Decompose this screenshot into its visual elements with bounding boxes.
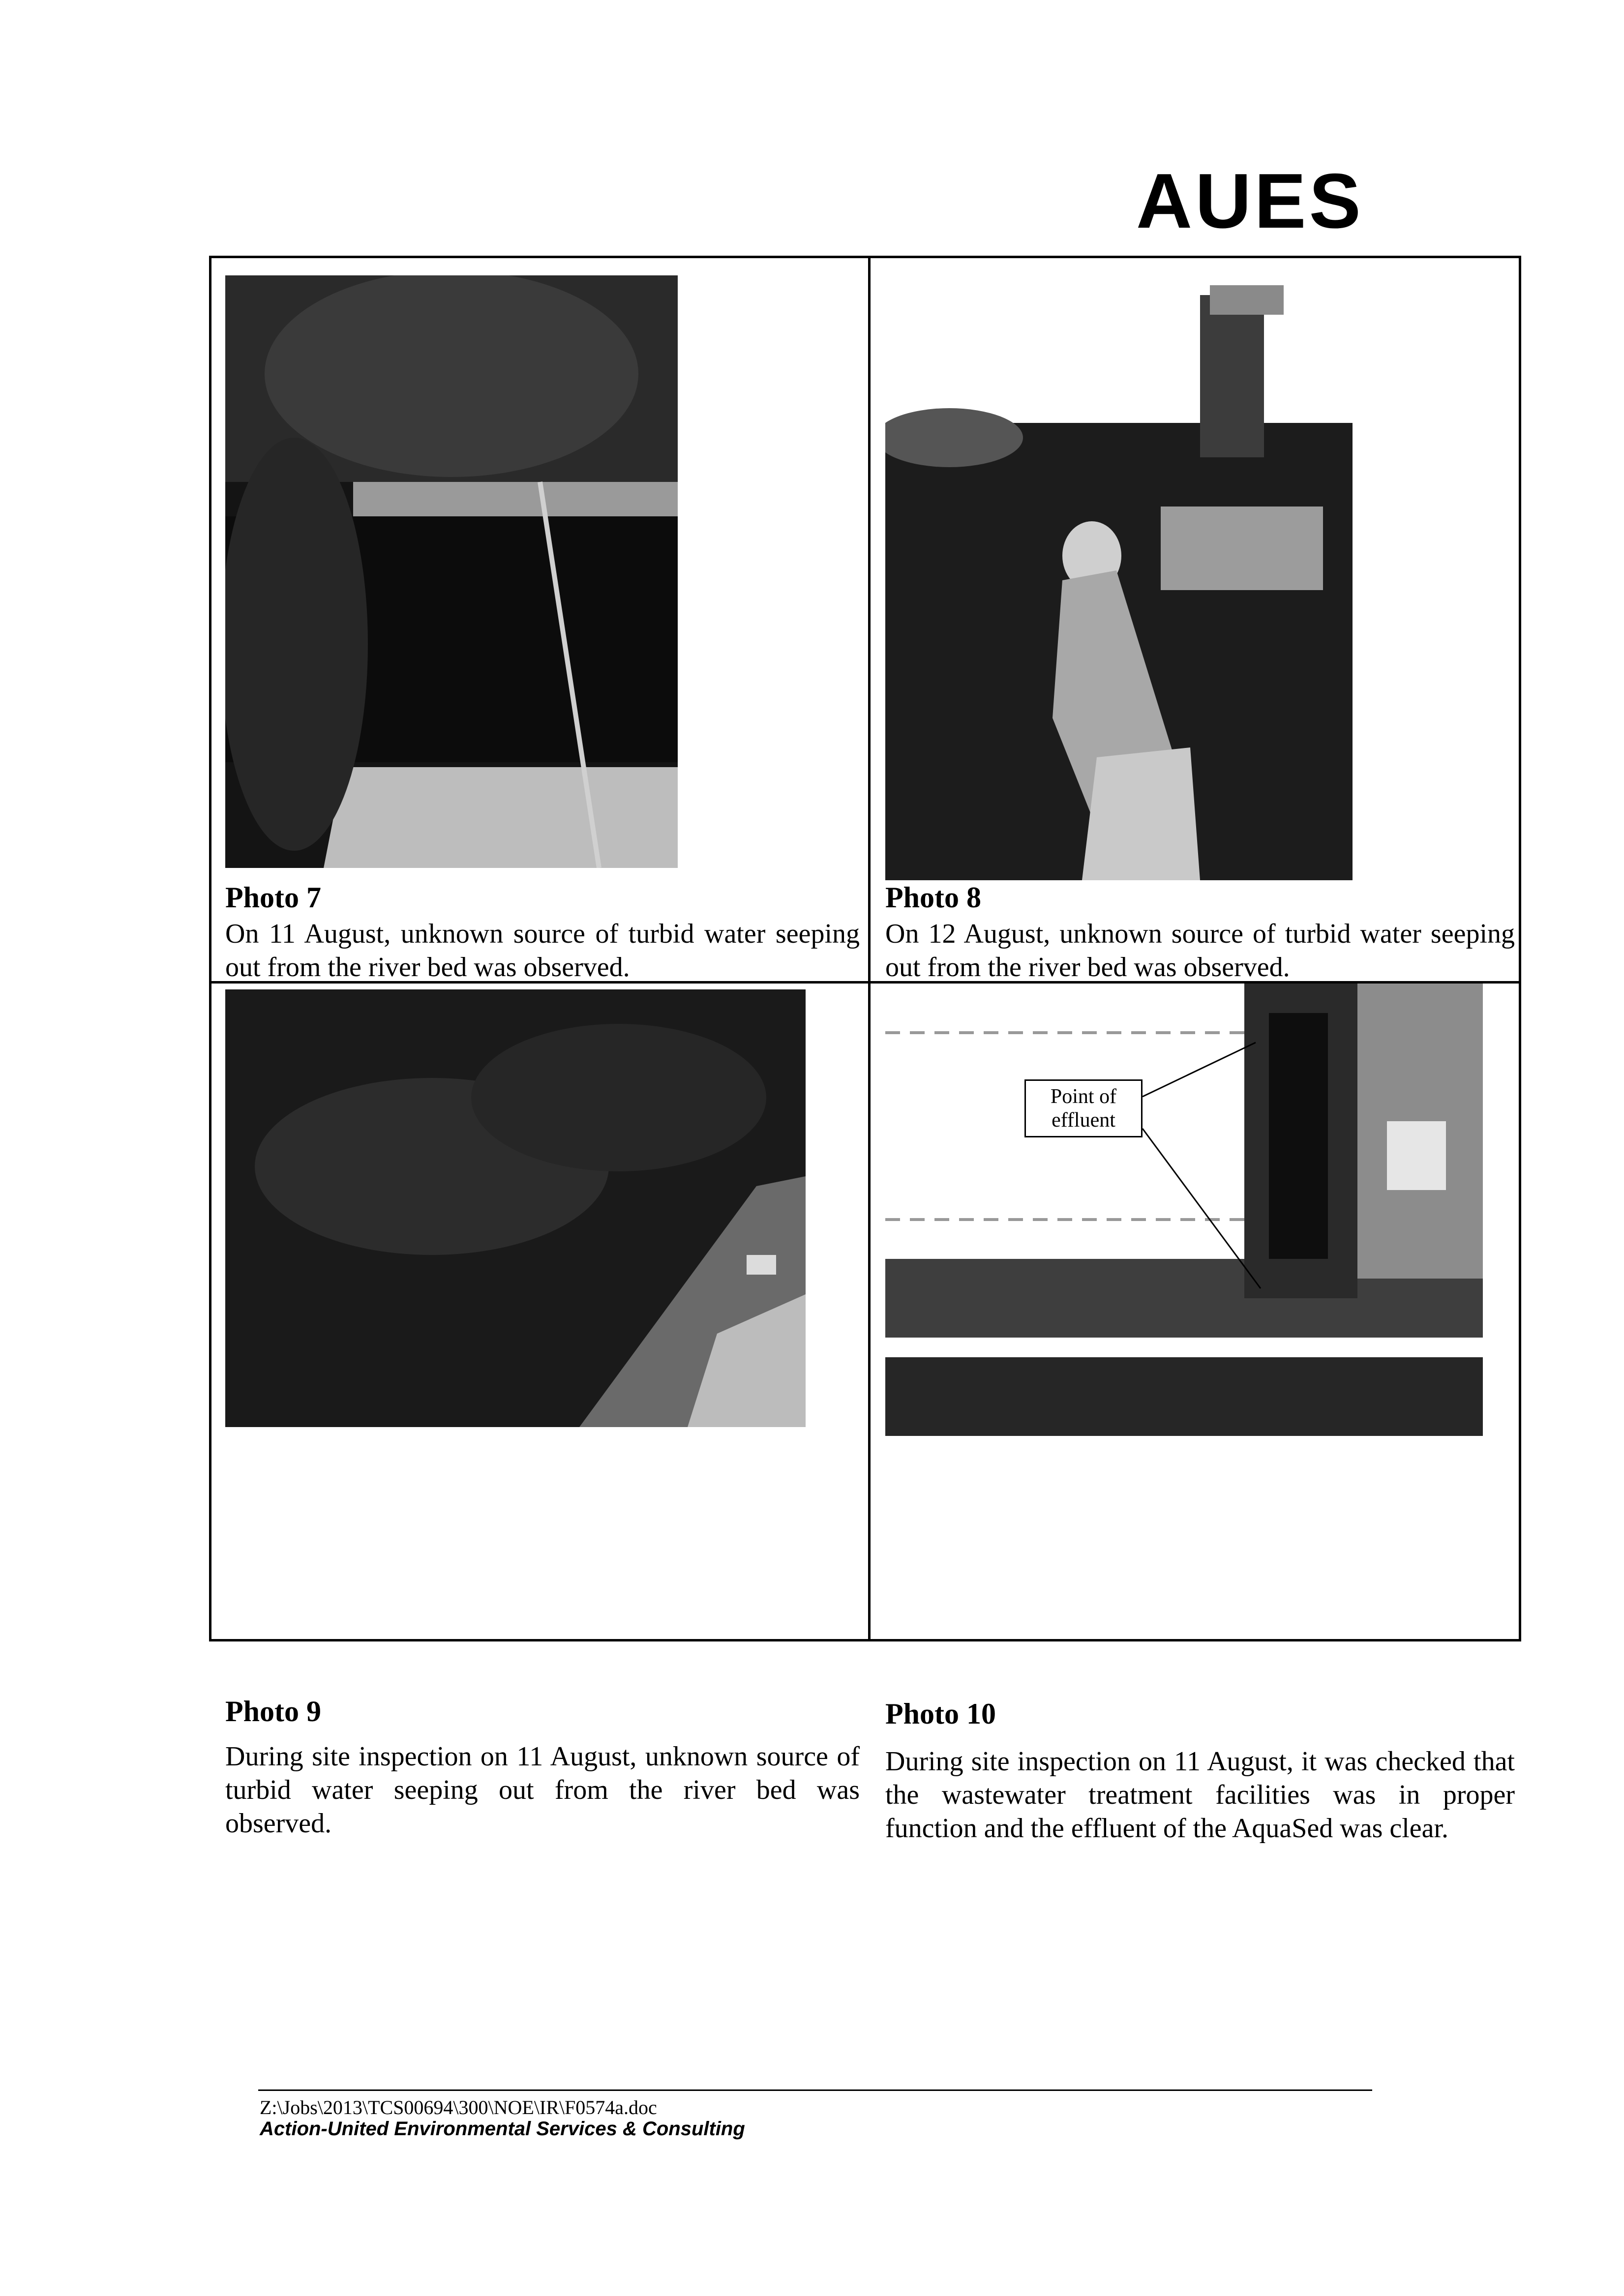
- photo-cell-8: [871, 258, 1521, 981]
- footer-file-path: Z:\Jobs\2013\TCS00694\300\NOE\IR\F0574a.doc: [260, 2096, 657, 2118]
- photo-8-caption: On 12 August, unknown source of turbid water seeping out from the river bed was observed.: [885, 919, 1515, 983]
- photo-7-caption: On 11 August, unknown source of turbid water seeping out from the river bed was observed.: [225, 919, 860, 983]
- photo-cell-9: [211, 984, 868, 1839]
- photo-grid: [209, 256, 1521, 1844]
- company-logo: AUES: [1136, 158, 1364, 244]
- photo-9-image: [225, 989, 806, 1427]
- photo-9-title: Photo 9: [225, 1695, 321, 1728]
- photo-7-title: Photo 7: [225, 881, 321, 914]
- photo-cell-7: [211, 258, 868, 981]
- footer-divider: [258, 2089, 1372, 2091]
- photo-10-title: Photo 10: [885, 1698, 996, 1730]
- photo-8-title: Photo 8: [885, 881, 981, 914]
- footer-company-name: Action-United Environmental Services & Consulting: [260, 2118, 745, 2140]
- photo-8-image: [885, 275, 1353, 880]
- photo-9-caption: During site inspection on 11 August, unknown source of turbid water seeping out from the river bed was observed.: [225, 1741, 860, 1839]
- photo-cell-10: [871, 984, 1521, 1844]
- callout-leader-lines: [1143, 1023, 1290, 1298]
- photo-10-caption: During site inspection on 11 August, it was checked that the wastewater treatment facilities was in proper function and the effluent of the AquaSed was clear.: [885, 1746, 1515, 1844]
- effluent-callout: Point of effluent: [1024, 1079, 1143, 1137]
- photo-7-image: [225, 275, 678, 868]
